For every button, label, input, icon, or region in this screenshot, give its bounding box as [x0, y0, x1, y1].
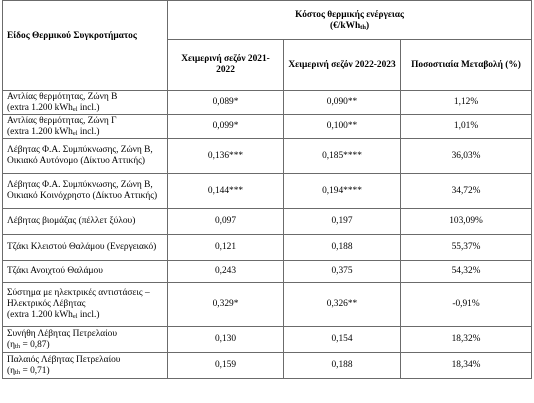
season-2022-header: Χειμερινή σεζόν 2022-2023: [284, 40, 401, 91]
value-change: 54,32%: [401, 261, 532, 283]
value-change: 36,03%: [401, 139, 532, 174]
value-2022: 0,188: [284, 235, 401, 261]
row-label: Αντλίας θερμότητας, Ζώνη Β (extra 1.200 kWh$_{el}$ incl.): [3, 91, 168, 115]
value-2022: 0,154: [284, 327, 401, 353]
table-row: [3, 139, 532, 174]
value-2022: 0,194****: [284, 174, 401, 209]
value-2021: 0,121: [168, 235, 284, 261]
value-change: -0,91%: [401, 283, 532, 327]
row-label: Τζάκι Κλειστού Θαλάμου (Ενεργειακό): [3, 235, 168, 261]
row-label: Παλαιός Λέβητας Πετρελαίου $(\eta_{th} = 0,71)$: [3, 353, 168, 379]
table-row: [3, 235, 532, 261]
value-2022: 0,197: [284, 209, 401, 235]
value-2022: 0,375: [284, 261, 401, 283]
value-change: 18,34%: [401, 353, 532, 379]
season-2021-header: Χειμερινή σεζόν 2021-2022: [168, 40, 284, 91]
table-row: [3, 174, 532, 209]
row-label: Τζάκι Ανοιχτού Θαλάμου: [3, 261, 168, 283]
system-type-header: Είδος Θερμικού Συγκροτήματος: [3, 1, 168, 91]
table-row: [3, 115, 532, 139]
value-2021: 0,243: [168, 261, 284, 283]
thermal-cost-header: Κόστος θερμικής ενέργειας (€/kWh$_{th}$): [168, 1, 532, 40]
heating-cost-table: [2, 0, 532, 379]
row-label: Λέβητας Φ.Α. Συμπύκνωσης, Ζώνη Β, Οικιακό Κοινόχρηστο (Δίκτυο Αττικής): [3, 174, 168, 209]
row-label: Αντλίας θερμότητας, Ζώνη Γ (extra 1.200 kWh$_{el}$ incl.): [3, 115, 168, 139]
value-2022: 0,188: [284, 353, 401, 379]
table-row: [3, 327, 532, 353]
value-change: 55,37%: [401, 235, 532, 261]
row-label: Λέβητας βιομάζας (πέλλετ ξύλου): [3, 209, 168, 235]
row-label: Συνήθη Λέβητας Πετρελαίου $(\eta_{th} = 0,87)$: [3, 327, 168, 353]
value-2021: 0,089*: [168, 91, 284, 115]
value-2022: 0,100**: [284, 115, 401, 139]
table-row: [3, 261, 532, 283]
value-change: 103,09%: [401, 209, 532, 235]
value-2021: 0,329*: [168, 283, 284, 327]
value-change: 18,32%: [401, 327, 532, 353]
value-2021: 0,097: [168, 209, 284, 235]
value-change: 1,12%: [401, 91, 532, 115]
value-change: 34,72%: [401, 174, 532, 209]
value-change: 1,01%: [401, 115, 532, 139]
row-label: Λέβητας Φ.Α. Συμπύκνωσης, Ζώνη Β, Οικιακό Αυτόνομο (Δίκτυο Αττικής): [3, 139, 168, 174]
value-2021: 0,159: [168, 353, 284, 379]
row-label: Σύστημα με ηλεκτρικές αντιστάσεις – Ηλεκτρικός Λέβητας (extra 1.200 kWh$_{el}$ incl.): [3, 283, 168, 327]
value-2022: 0,326**: [284, 283, 401, 327]
percent-change-header: Ποσοστιαία Μεταβολή (%): [401, 40, 532, 91]
table-row: [3, 283, 532, 327]
value-2021: 0,099*: [168, 115, 284, 139]
value-2021: 0,130: [168, 327, 284, 353]
value-2021: 0,144***: [168, 174, 284, 209]
value-2021: 0,136***: [168, 139, 284, 174]
value-2022: 0,185****: [284, 139, 401, 174]
table-row: [3, 91, 532, 115]
table-row: [3, 353, 532, 379]
value-2022: 0,090**: [284, 91, 401, 115]
table-row: [3, 209, 532, 235]
